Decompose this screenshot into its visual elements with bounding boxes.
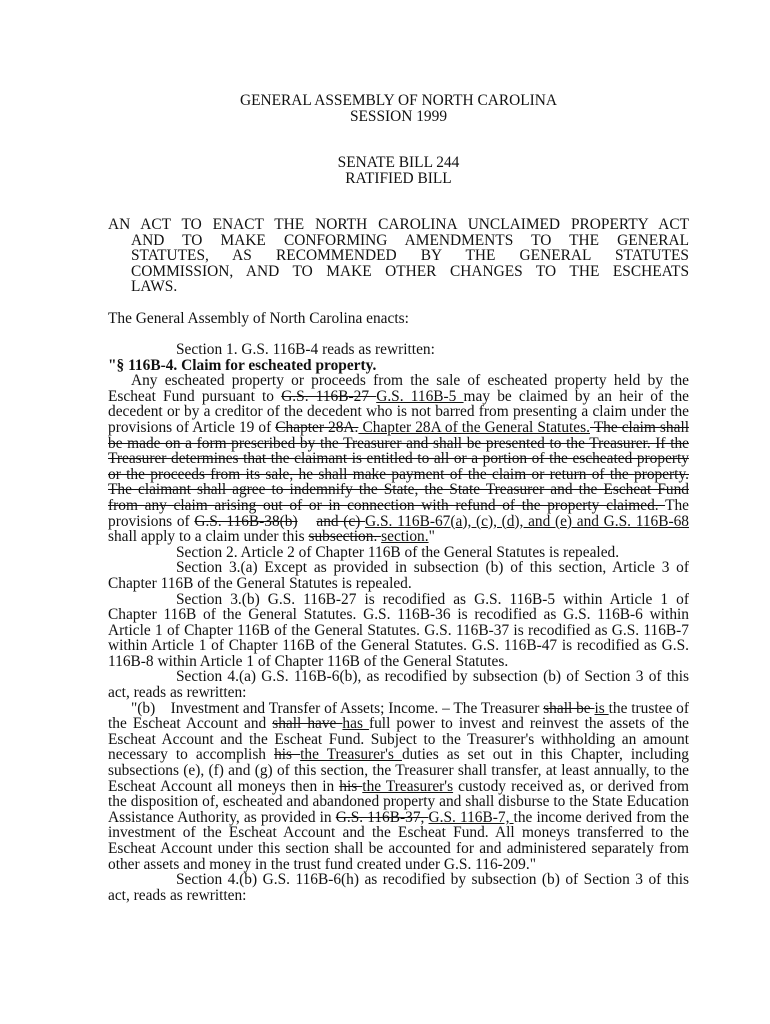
section-1-heading: "§ 116B-4. Claim for escheated property.: [108, 356, 377, 374]
enacting-clause: The General Assembly of North Carolina enacts:: [108, 310, 409, 327]
deleted-text: Chapter 28A.: [275, 418, 359, 436]
section-1-body: [108, 373, 689, 545]
title-line-3: STATUTES, AS RECOMMENDED BY THE GENERAL STATUTES: [131, 247, 689, 265]
text-segment: may be claimed by an heir of the decedent or by a creditor of the decedent who is not barred from presenting a claim under the provisions of Article 19 of: [108, 387, 689, 436]
text-segment: duties as set out in this Chapter, including subsections (e), (f) and (g) of this section, the Treasurer shall transfer, at least annually, to the Escheat Account all moneys then in: [108, 746, 690, 795]
text-segment: custody received as, or derived from the disposition of, escheated and abandoned property and shall disburse to the State Education Assistance Authority, as provided in: [108, 777, 689, 826]
text-segment: "(b) Investment and Transfer of Assets; Income. – The Treasurer: [131, 699, 544, 717]
inserted-text: is: [594, 699, 609, 717]
text-segment: full power to invest and reinvest the assets of the Escheat Account and the Escheat Fund. Subject to the Treasurer's withholding an amount necessary to accomplish: [108, 715, 689, 764]
text-segment: Any escheated property or proceeds from the sale of escheated property held by the Escheat Fund pursuant to: [108, 372, 689, 405]
section-4a-intro: Section 4.(a) G.S. 116B-6(b), as recodified by subsection (b) of Section 3 of this act, reads as rewritten:: [108, 668, 689, 702]
section-4b-intro: Section 4.(b) G.S. 116B-6(h) as recodified by subsection (b) of Section 3 of this act, reads as rewritten:: [108, 871, 689, 904]
deleted-text: shall be: [543, 699, 595, 717]
deleted-text: his: [274, 746, 301, 764]
text-segment: shall apply to a claim under this: [108, 528, 309, 546]
assembly-heading: GENERAL ASSEMBLY OF NORTH CAROLINA: [239, 92, 558, 109]
deleted-text: G.S. 116B-38(b): [194, 512, 298, 530]
section-3b: Section 3.(b) G.S. 116B-27 is recodified as G.S. 116B-5 within Article 1 of Chapter 116B of the General Statutes. G.S. 116B-36 is recodified as G.S. 116B-6 within Article 1 of Chapter 116B of the General Statutes. G.S. 116B-37 is recodified as G.S. 116B-7 within Article 1 of Chapter 116B of the General Statutes. G.S. 116B-47 is recodified as G.S. 116B-8 within Article 1 of Chapter 116B of the General Statutes.: [108, 590, 689, 670]
deleted-text: The claim shall be made on a form prescribed by the Treasurer and shall be presented to the Treasurer. If the Treasurer determines that the claimant is entitled to all or a portion of the escheated property or the proceeds from its sale, he shall make payment of the claim or return of the property. The claimant shall agree to indemnify the State, the State Treasurer and the Escheat Fund from any claim arising out of or in connection with refund of the property claimed.: [108, 418, 690, 514]
inserted-text: the Treasurer's: [300, 746, 402, 764]
deleted-text: G.S. 116B-27: [281, 387, 377, 405]
deleted-text: shall have: [272, 715, 343, 733]
bill-title: [108, 217, 689, 295]
inserted-text: section.: [381, 528, 429, 546]
section-2: Section 2. Article 2 of Chapter 116B of the General Statutes is repealed.: [176, 543, 620, 561]
section-4a-body: [108, 701, 689, 873]
section-1: [108, 342, 689, 903]
inserted-text: G.S. 116B-5: [376, 387, 464, 405]
deleted-text: his: [339, 777, 363, 795]
inserted-text: has: [342, 715, 369, 733]
section-1-intro: Section 1. G.S. 116B-4 reads as rewritten:: [176, 341, 435, 358]
inserted-text: the Treasurer's: [362, 777, 454, 795]
bill-status: RATIFIED BILL: [345, 170, 452, 187]
title-line-5: LAWS.: [131, 278, 178, 296]
inserted-text: Chapter 28A of the General Statutes.: [358, 418, 590, 436]
title-line-1: AN ACT TO ENACT THE NORTH CAROLINA UNCLAIMED PROPERTY ACT: [108, 216, 689, 233]
text-segment: the trustee of the Escheat Account and: [108, 699, 689, 733]
deleted-text: G.S. 116B-37,: [335, 808, 429, 826]
text-segment: [298, 513, 317, 530]
section-3a: Section 3.(a) Except as provided in subsection (b) of this section, Article 3 of Chapter 116B of the General Statutes is repealed.: [108, 559, 689, 592]
title-line-4: COMMISSION, AND TO MAKE OTHER CHANGES TO THE ESCHEATS: [131, 262, 689, 280]
text-segment: ": [428, 528, 435, 546]
inserted-text: G.S. 116B-7,: [428, 808, 514, 826]
bill-number: SENATE BILL 244: [337, 154, 460, 171]
text-segment: the income derived from the investment of the Escheat Account and the Escheat Fund. All moneys transferred to the Escheat Account under this section shall be accounted for and administered separately from other assets and money in the trust fund created under G.S. 116-209.": [108, 808, 689, 873]
session-heading: SESSION 1999: [349, 108, 448, 125]
deleted-text: subsection.: [308, 528, 382, 546]
title-line-2: AND TO MAKE CONFORMING AMENDMENTS TO THE GENERAL: [131, 231, 689, 249]
inserted-text: G.S. 116B-67(a), (c), (d), and (e) and G.S. 116B-68: [365, 512, 689, 530]
text-segment: The provisions of: [108, 496, 689, 530]
deleted-text: and (c): [316, 512, 366, 530]
